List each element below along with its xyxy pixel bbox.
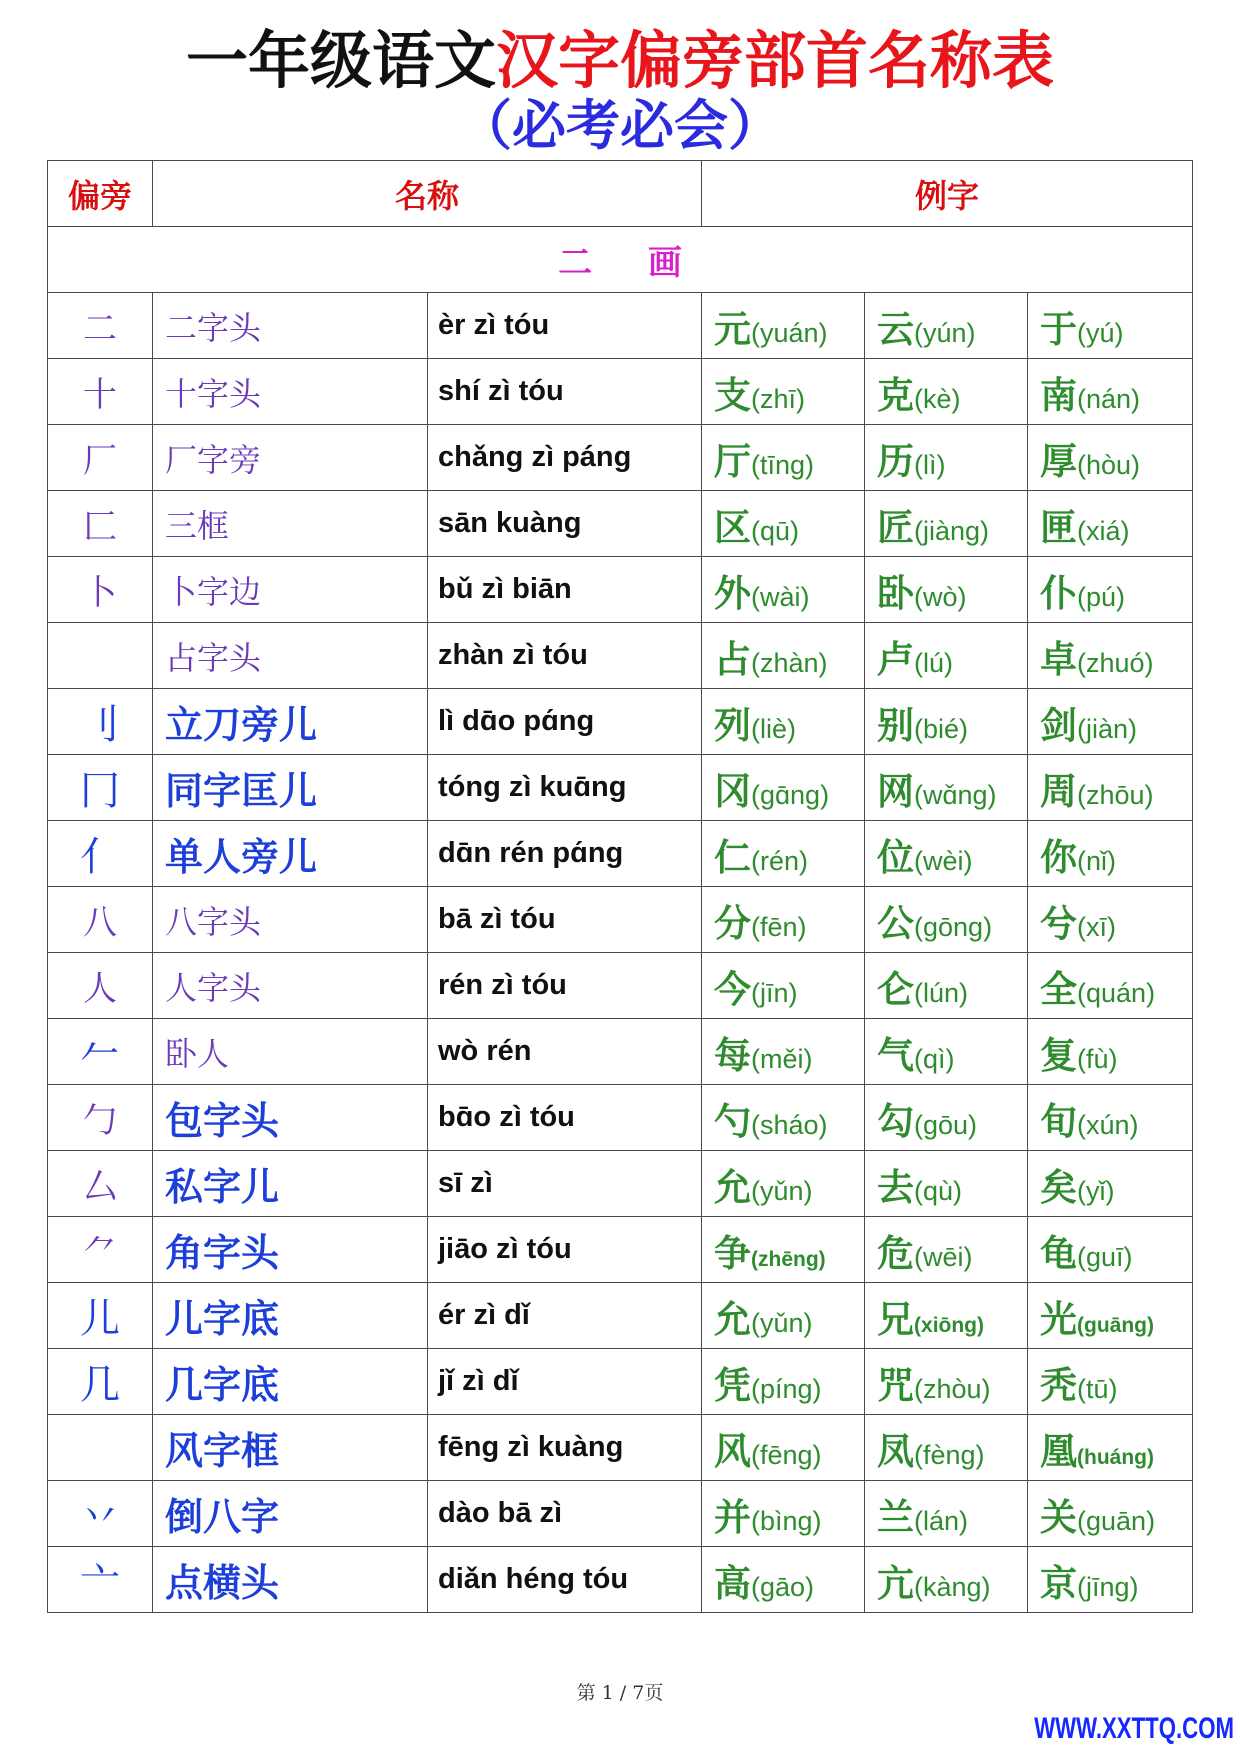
table-row xyxy=(48,1349,1193,1415)
radical-name: 三框 xyxy=(153,491,428,557)
example-char: 你 xyxy=(1040,834,1078,879)
radical-cell: 儿 xyxy=(48,1283,153,1349)
header-row xyxy=(48,161,1193,227)
radical-name: 占字头 xyxy=(153,623,428,689)
example-cell xyxy=(865,953,1028,1019)
radical-cell xyxy=(48,1415,153,1481)
example-pinyin: (gōng) xyxy=(914,911,993,942)
page-title xyxy=(0,26,1240,96)
example-cell xyxy=(865,1481,1028,1547)
example-cell xyxy=(865,1349,1028,1415)
radical-name-pinyin: sān kuàng xyxy=(428,491,702,557)
example-pinyin: (lú) xyxy=(914,647,954,678)
example-char: 区 xyxy=(714,504,752,549)
radical-name-pinyin: zhàn zì tóu xyxy=(428,623,702,689)
radical-name: 立刀旁儿 xyxy=(153,689,428,755)
example-pinyin: (lún) xyxy=(914,977,969,1008)
table-row xyxy=(48,953,1193,1019)
example-cell xyxy=(702,953,865,1019)
example-pinyin: (yǔn) xyxy=(751,1307,813,1338)
example-cell xyxy=(1028,755,1193,821)
example-char: 列 xyxy=(714,702,752,747)
example-pinyin: (xī) xyxy=(1077,911,1116,942)
table-row xyxy=(48,1415,1193,1481)
radical-name: 私字儿 xyxy=(153,1151,428,1217)
radical-cell: 匚 xyxy=(48,491,153,557)
example-char: 矣 xyxy=(1040,1164,1078,1209)
example-char: 周 xyxy=(1040,768,1078,813)
example-cell xyxy=(702,1283,865,1349)
radical-name: 点横头 xyxy=(153,1547,428,1613)
example-char: 卢 xyxy=(877,636,915,681)
example-cell xyxy=(1028,557,1193,623)
example-pinyin: (hòu) xyxy=(1077,449,1141,480)
example-char: 秃 xyxy=(1040,1362,1078,1407)
example-pinyin: (bìng) xyxy=(751,1505,822,1536)
table-row xyxy=(48,887,1193,953)
table-row xyxy=(48,1217,1193,1283)
example-pinyin: (qù) xyxy=(914,1175,963,1206)
radical-name: 厂字旁 xyxy=(153,425,428,491)
radical-name-pinyin: dɑ̄n rén pɑ́ng xyxy=(428,821,702,887)
example-cell xyxy=(1028,821,1193,887)
example-char: 支 xyxy=(714,372,752,417)
radical-cell: 勹 xyxy=(48,1085,153,1151)
example-pinyin: (qì) xyxy=(914,1043,955,1074)
radical-name: 单人旁儿 xyxy=(153,821,428,887)
example-pinyin: (jīn) xyxy=(751,977,798,1008)
table-row xyxy=(48,689,1193,755)
example-pinyin: (guī) xyxy=(1077,1241,1133,1272)
example-cell xyxy=(702,1481,865,1547)
radical-cell: 八 xyxy=(48,887,153,953)
example-pinyin: (wɑ̌ng) xyxy=(914,779,997,810)
radical-name: 风字框 xyxy=(153,1415,428,1481)
radical-cell xyxy=(48,623,153,689)
example-char: 公 xyxy=(877,900,915,945)
example-cell xyxy=(702,887,865,953)
example-cell xyxy=(1028,953,1193,1019)
example-char: 冈 xyxy=(714,768,752,813)
radical-cell: 厂 xyxy=(48,425,153,491)
example-char: 勾 xyxy=(877,1098,915,1143)
example-cell xyxy=(702,1415,865,1481)
example-char: 光 xyxy=(1040,1296,1078,1341)
radical-name-pinyin: bɑ̄o zì tóu xyxy=(428,1085,702,1151)
example-char: 网 xyxy=(877,768,915,813)
example-cell xyxy=(1028,1151,1193,1217)
example-char: 历 xyxy=(877,438,915,483)
example-char: 兄 xyxy=(877,1296,915,1341)
example-char: 厚 xyxy=(1040,438,1078,483)
radical-name: 几字底 xyxy=(153,1349,428,1415)
example-cell xyxy=(702,623,865,689)
example-pinyin: (zhōu) xyxy=(1077,779,1154,810)
example-cell xyxy=(702,359,865,425)
example-char: 仑 xyxy=(877,966,915,1011)
example-pinyin: (zhī) xyxy=(751,383,806,414)
title-main: 汉字偏旁部首名称表 xyxy=(496,24,1055,97)
radical-name-pinyin: shí zì tóu xyxy=(428,359,702,425)
example-cell xyxy=(865,755,1028,821)
example-cell xyxy=(702,1151,865,1217)
example-cell xyxy=(865,491,1028,557)
example-char: 南 xyxy=(1040,372,1078,417)
example-char: 去 xyxy=(877,1164,915,1209)
radical-name-pinyin: bǔ zì biān xyxy=(428,557,702,623)
example-pinyin: (yǐ) xyxy=(1077,1175,1115,1206)
example-char: 咒 xyxy=(877,1362,915,1407)
example-pinyin: (fēng) xyxy=(751,1439,822,1470)
example-pinyin: (tīng) xyxy=(751,449,815,480)
example-pinyin: (píng) xyxy=(751,1373,822,1404)
radical-name-pinyin: sī zì xyxy=(428,1151,702,1217)
radical-name: 倒八字 xyxy=(153,1481,428,1547)
example-char: 凭 xyxy=(714,1362,752,1407)
example-cell xyxy=(865,821,1028,887)
title-grade-subject: 一年级语文 xyxy=(185,24,496,97)
example-pinyin: (zhòu) xyxy=(914,1373,991,1404)
radical-name: 卜字边 xyxy=(153,557,428,623)
section-heading: 二 画 xyxy=(48,227,1193,293)
example-cell xyxy=(865,1217,1028,1283)
example-cell xyxy=(1028,359,1193,425)
example-pinyin: (bié) xyxy=(914,713,969,744)
example-char: 危 xyxy=(877,1230,915,1275)
radical-name: 十字头 xyxy=(153,359,428,425)
example-pinyin: (kàng) xyxy=(914,1571,991,1602)
example-char: 匠 xyxy=(877,504,915,549)
radical-cell: 卜 xyxy=(48,557,153,623)
example-cell xyxy=(702,1019,865,1085)
example-pinyin: (rén) xyxy=(751,845,809,876)
example-pinyin: (yǔn) xyxy=(751,1175,813,1206)
radical-cell: 丷 xyxy=(48,1481,153,1547)
example-pinyin: (yuán) xyxy=(751,317,828,348)
example-char: 允 xyxy=(714,1164,752,1209)
example-cell xyxy=(702,821,865,887)
example-cell xyxy=(1028,425,1193,491)
example-pinyin: (tū) xyxy=(1077,1373,1118,1404)
radical-name-pinyin: diǎn héng tóu xyxy=(428,1547,702,1613)
radical-name-pinyin: wò rén xyxy=(428,1019,702,1085)
example-pinyin: (xún) xyxy=(1077,1109,1139,1140)
example-pinyin: (gɑ̄ng) xyxy=(751,779,830,810)
example-pinyin: (jiàn) xyxy=(1077,713,1138,744)
example-char: 凰 xyxy=(1040,1428,1078,1473)
example-char: 亢 xyxy=(877,1560,915,1605)
radical-name: 人字头 xyxy=(153,953,428,1019)
example-pinyin: (lán) xyxy=(914,1505,969,1536)
table-row xyxy=(48,1283,1193,1349)
example-char: 卓 xyxy=(1040,636,1078,681)
example-cell xyxy=(865,557,1028,623)
example-cell xyxy=(1028,1415,1193,1481)
example-cell xyxy=(1028,689,1193,755)
example-char: 仁 xyxy=(714,834,752,879)
table-body xyxy=(48,227,1193,1613)
example-char: 别 xyxy=(877,702,915,747)
example-cell xyxy=(865,1547,1028,1613)
page-number: 第 1 / 7页 xyxy=(576,1682,664,1704)
example-cell xyxy=(1028,1085,1193,1151)
radical-name-pinyin: èr zì tóu xyxy=(428,293,702,359)
example-cell xyxy=(702,425,865,491)
radical-name-pinyin: tóng zì kuɑ̄ng xyxy=(428,755,702,821)
table-row xyxy=(48,1085,1193,1151)
example-pinyin: (gōu) xyxy=(914,1109,978,1140)
example-pinyin: (zhēng) xyxy=(751,1247,826,1271)
example-char: 位 xyxy=(877,834,915,879)
example-char: 气 xyxy=(877,1032,915,1077)
radical-name: 卧人 xyxy=(153,1019,428,1085)
example-pinyin: (fēn) xyxy=(751,911,807,942)
example-pinyin: (quán) xyxy=(1077,977,1156,1008)
header-radical: 偏旁 xyxy=(48,161,153,227)
radical-name-pinyin: chǎng zì páng xyxy=(428,425,702,491)
example-cell xyxy=(865,1283,1028,1349)
example-cell xyxy=(1028,887,1193,953)
example-char: 争 xyxy=(714,1230,752,1275)
example-pinyin: (guān) xyxy=(1077,1505,1156,1536)
example-pinyin: (sháo) xyxy=(751,1109,828,1140)
example-cell xyxy=(702,293,865,359)
radical-name-pinyin: dào bā zì xyxy=(428,1481,702,1547)
radical-name-pinyin: rén zì tóu xyxy=(428,953,702,1019)
table-row xyxy=(48,557,1193,623)
example-pinyin: (wò) xyxy=(914,581,967,612)
header-name: 名称 xyxy=(153,161,702,227)
header-examples: 例字 xyxy=(702,161,1193,227)
example-cell xyxy=(865,887,1028,953)
table-row xyxy=(48,1547,1193,1613)
radical-cell: 冂 xyxy=(48,755,153,821)
example-char: 厅 xyxy=(714,438,752,483)
example-cell xyxy=(1028,1283,1193,1349)
example-pinyin: (qū) xyxy=(751,515,800,546)
example-char: 兮 xyxy=(1040,900,1078,945)
radical-name: 八字头 xyxy=(153,887,428,953)
example-pinyin: (fèng) xyxy=(914,1439,985,1470)
example-pinyin: (jiàng) xyxy=(914,515,990,546)
radical-name-pinyin: lì dɑ̄o pɑ́ng xyxy=(428,689,702,755)
example-pinyin: (zhàn) xyxy=(751,647,828,678)
example-cell xyxy=(865,689,1028,755)
example-pinyin: (yú) xyxy=(1077,317,1124,348)
example-char: 仆 xyxy=(1040,570,1078,615)
example-cell xyxy=(865,359,1028,425)
example-char: 旬 xyxy=(1040,1098,1078,1143)
example-pinyin: (yún) xyxy=(914,317,976,348)
example-cell xyxy=(1028,1481,1193,1547)
example-pinyin: (xiá) xyxy=(1077,515,1130,546)
example-char: 今 xyxy=(714,966,752,1011)
example-cell xyxy=(702,755,865,821)
table-row xyxy=(48,623,1193,689)
example-pinyin: (fù) xyxy=(1077,1043,1118,1074)
example-cell xyxy=(1028,491,1193,557)
example-pinyin: (nán) xyxy=(1077,383,1141,414)
example-char: 高 xyxy=(714,1560,752,1605)
radical-name: 儿字底 xyxy=(153,1283,428,1349)
example-cell xyxy=(702,1349,865,1415)
radical-cell: ⺈ xyxy=(48,1217,153,1283)
table-row xyxy=(48,821,1193,887)
example-char: 每 xyxy=(714,1032,752,1077)
example-char: 卧 xyxy=(877,570,915,615)
example-cell xyxy=(865,425,1028,491)
radical-cell: 亻 xyxy=(48,821,153,887)
site-watermark: WWW.XXTTQ.COM xyxy=(1034,1712,1234,1745)
radical-table xyxy=(47,160,1193,1613)
example-cell xyxy=(702,1547,865,1613)
example-pinyin: (wēi) xyxy=(914,1241,973,1272)
section-row xyxy=(48,227,1193,293)
radical-cell: 十 xyxy=(48,359,153,425)
example-char: 匣 xyxy=(1040,504,1078,549)
radical-name: 同字匡儿 xyxy=(153,755,428,821)
example-pinyin: (wèi) xyxy=(914,845,973,876)
example-cell xyxy=(702,1085,865,1151)
example-char: 外 xyxy=(714,570,752,615)
radical-name-pinyin: jǐ zì dǐ xyxy=(428,1349,702,1415)
example-char: 云 xyxy=(877,306,915,351)
table-row xyxy=(48,293,1193,359)
example-pinyin: (pú) xyxy=(1077,581,1126,612)
radical-name-pinyin: ér zì dǐ xyxy=(428,1283,702,1349)
example-cell xyxy=(865,1151,1028,1217)
radical-cell: 𠂉 xyxy=(48,1019,153,1085)
radical-name-pinyin: jiāo zì tóu xyxy=(428,1217,702,1283)
example-cell xyxy=(865,293,1028,359)
example-pinyin: (huáng) xyxy=(1077,1445,1154,1469)
example-char: 并 xyxy=(714,1494,752,1539)
page-subtitle: （必考必会） xyxy=(458,93,782,157)
example-cell xyxy=(1028,293,1193,359)
example-char: 京 xyxy=(1040,1560,1078,1605)
radical-cell: 厶 xyxy=(48,1151,153,1217)
example-cell xyxy=(1028,623,1193,689)
example-char: 勺 xyxy=(714,1098,752,1143)
example-char: 凤 xyxy=(877,1428,915,1473)
example-char: 分 xyxy=(714,900,752,945)
example-char: 占 xyxy=(714,636,752,681)
example-char: 全 xyxy=(1040,966,1078,1011)
example-pinyin: (nǐ) xyxy=(1077,845,1117,876)
radical-cell: 人 xyxy=(48,953,153,1019)
example-pinyin: (gāo) xyxy=(751,1571,815,1602)
example-char: 于 xyxy=(1040,306,1078,351)
example-cell xyxy=(865,623,1028,689)
radical-name-pinyin: fēng zì kuàng xyxy=(428,1415,702,1481)
radical-cell: 亠 xyxy=(48,1547,153,1613)
radical-name-pinyin: bā zì tóu xyxy=(428,887,702,953)
example-pinyin: (kè) xyxy=(914,383,961,414)
table-row xyxy=(48,359,1193,425)
example-cell xyxy=(1028,1547,1193,1613)
example-pinyin: (guāng) xyxy=(1077,1313,1154,1337)
example-cell xyxy=(1028,1217,1193,1283)
example-pinyin: (wài) xyxy=(751,581,810,612)
example-cell xyxy=(702,1217,865,1283)
table-row xyxy=(48,491,1193,557)
example-char: 关 xyxy=(1040,1494,1078,1539)
example-pinyin: (xiōng) xyxy=(914,1313,984,1337)
example-char: 龟 xyxy=(1040,1230,1078,1275)
example-cell xyxy=(1028,1349,1193,1415)
example-char: 风 xyxy=(714,1428,752,1473)
example-cell xyxy=(865,1085,1028,1151)
example-char: 允 xyxy=(714,1296,752,1341)
example-cell xyxy=(865,1415,1028,1481)
example-pinyin: (liè) xyxy=(751,713,797,744)
example-char: 元 xyxy=(714,306,752,351)
example-pinyin: (měi) xyxy=(751,1043,813,1074)
table-row xyxy=(48,755,1193,821)
table-row xyxy=(48,1481,1193,1547)
radical-name: 二字头 xyxy=(153,293,428,359)
example-char: 兰 xyxy=(877,1494,915,1539)
example-char: 剑 xyxy=(1040,702,1078,747)
example-cell xyxy=(702,491,865,557)
radical-cell: 刂 xyxy=(48,689,153,755)
example-cell xyxy=(1028,1019,1193,1085)
example-pinyin: (zhuó) xyxy=(1077,647,1154,678)
table-row xyxy=(48,425,1193,491)
example-pinyin: (jīng) xyxy=(1077,1571,1139,1602)
example-pinyin: (lì) xyxy=(914,449,946,480)
example-char: 克 xyxy=(877,372,915,417)
table-row xyxy=(48,1151,1193,1217)
example-cell xyxy=(702,557,865,623)
example-cell xyxy=(865,1019,1028,1085)
table-row xyxy=(48,1019,1193,1085)
radical-name: 包字头 xyxy=(153,1085,428,1151)
radical-cell: 二 xyxy=(48,293,153,359)
example-cell xyxy=(702,689,865,755)
radical-name: 角字头 xyxy=(153,1217,428,1283)
radical-cell: 几 xyxy=(48,1349,153,1415)
example-char: 复 xyxy=(1040,1032,1078,1077)
